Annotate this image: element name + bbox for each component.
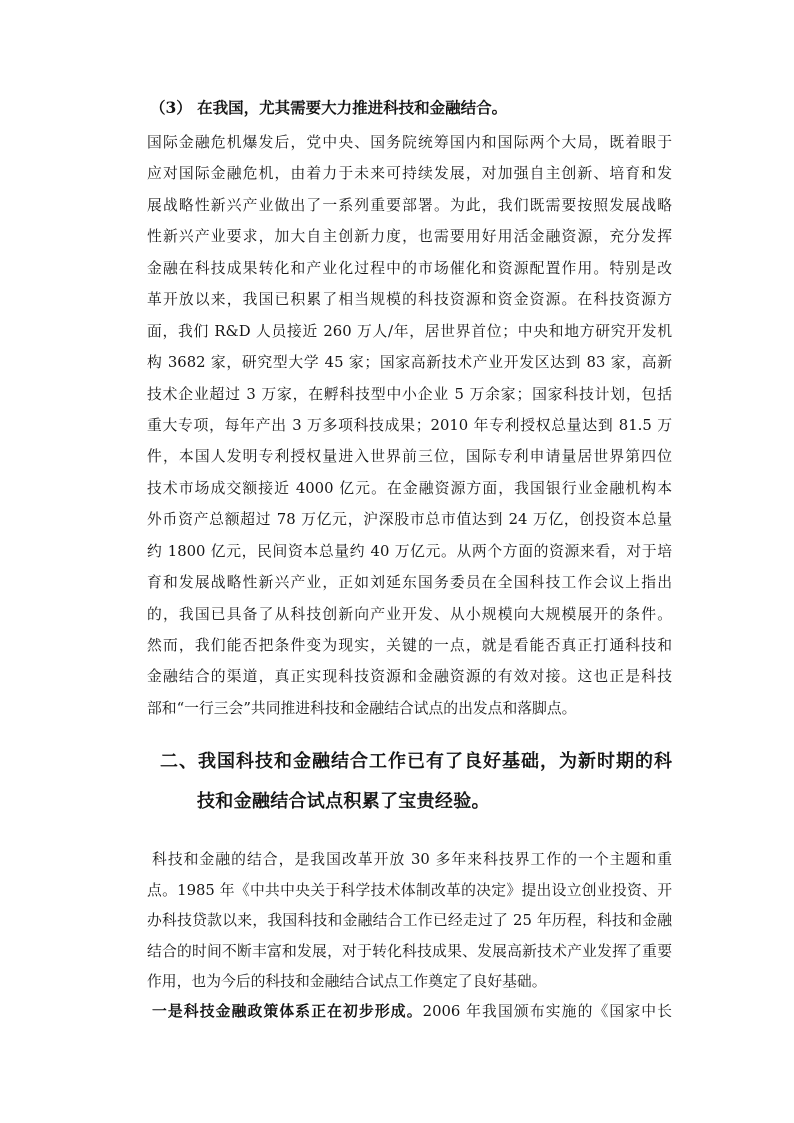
paragraph-line: 外币资产总额超过 78 万亿元，沪深股市总市值达到 24 万亿，创投资本总量: [147, 511, 672, 529]
paragraph-line: 技术市场成交额接近 4000 亿元。在金融资源方面，我国银行业金融机构本: [147, 479, 672, 497]
paragraph-line: 部和“一行三会”共同推进科技和金融结合试点的出发点和落脚点。: [147, 699, 577, 717]
paragraph-lead-text: 一是科技金融政策体系正在初步形成。: [152, 1003, 423, 1020]
paragraph-line: 办科技贷款以来，我国科技和金融结合工作已经走过了 25 年历程，科技和金融: [147, 912, 672, 929]
paragraph-line: 应对国际金融危机，由着力于未来可持续发展，对加强自主创新、培育和发: [147, 165, 672, 183]
paragraph-line: 然而，我们能否把条件变为现实，关键的一点，就是看能否真正打通科技和: [147, 637, 672, 654]
paragraph: [147, 127, 672, 724]
paragraph-line: 点。1985 年《中共中央关于科学技术体制改革的决定》提出设立创业投资、开: [147, 881, 672, 899]
paragraph-line: 约 1800 亿元，民间资本总量约 40 万亿元。从两个方面的资源来看，对于培: [147, 542, 672, 560]
paragraph: [147, 997, 672, 1028]
paragraph-line: 构 3682 家，研究型大学 45 家；国家高新技术产业开发区达到 83 家，高新: [147, 354, 672, 372]
section-heading-line: 二、我国科技和金融结合工作已有了良好基础，为新时期的科: [160, 751, 672, 772]
paragraph-line: 作用，也为今后的科技和金融结合试点工作奠定了良好基础。: [147, 973, 547, 990]
paragraph-line: 育和发展战略性新兴产业，正如刘延东国务委员在全国科技工作会议上指出: [147, 574, 672, 592]
section-heading-line: 技和金融结合试点积累了宝贵经验。: [197, 791, 490, 812]
paragraph: [147, 845, 672, 998]
paragraph-line: 的，我国已具备了从科技创新向产业开发、从小规模向大规模展开的条件。: [147, 605, 672, 623]
subsection-heading: （3） 在我国，尤其需要大力推进科技和金融结合。: [150, 98, 508, 117]
paragraph-line: 性新兴产业要求，加大自主创新力度，也需要用好用活金融资源，充分发挥: [147, 228, 672, 246]
paragraph-line: 展战略性新兴产业做出了一系列重要部署。为此，我们既需要按照发展战略: [147, 196, 672, 214]
paragraph-line: 金融在科技成果转化和产业化过程中的市场催化和资源配置作用。特别是改: [147, 259, 672, 277]
paragraph-line: 技术企业超过 3 万家，在孵科技型中小企业 5 万余家；国家科技计划，包括: [147, 385, 672, 403]
paragraph-line: 科技和金融的结合，是我国改革开放 30 多年来科技界工作的一个主题和重: [152, 851, 672, 868]
paragraph-line: 革开放以来，我国已积累了相当规模的科技资源和资金资源。在科技资源方: [147, 291, 672, 309]
paragraph-line: 结合的时间不断丰富和发展，对于转化科技成果、发展高新技术产业发挥了重要: [147, 942, 672, 960]
paragraph-line: 件，本国人发明专利授权量进入世界前三位，国际专利申请量居世界第四位: [147, 448, 672, 466]
paragraph-line: 金融结合的渠道，真正实现科技资源和金融资源的有效对接。这也正是科技: [147, 668, 672, 686]
section-heading: [160, 742, 672, 822]
paragraph-line: 重大专项，每年产出 3 万多项科技成果；2010 年专利授权总量达到 81.5 万: [147, 416, 672, 434]
paragraph-text: 2006 年我国颁布实施的《国家中长: [422, 1003, 672, 1020]
paragraph-line: 国际金融危机爆发后，党中央、国务院统筹国内和国际两个大局，既着眼于: [147, 134, 672, 151]
paragraph-line: [147, 997, 672, 1028]
paragraph-line: 面，我们 R&D 人员接近 260 万人/年，居世界首位；中央和地方研究开发机: [147, 322, 672, 340]
